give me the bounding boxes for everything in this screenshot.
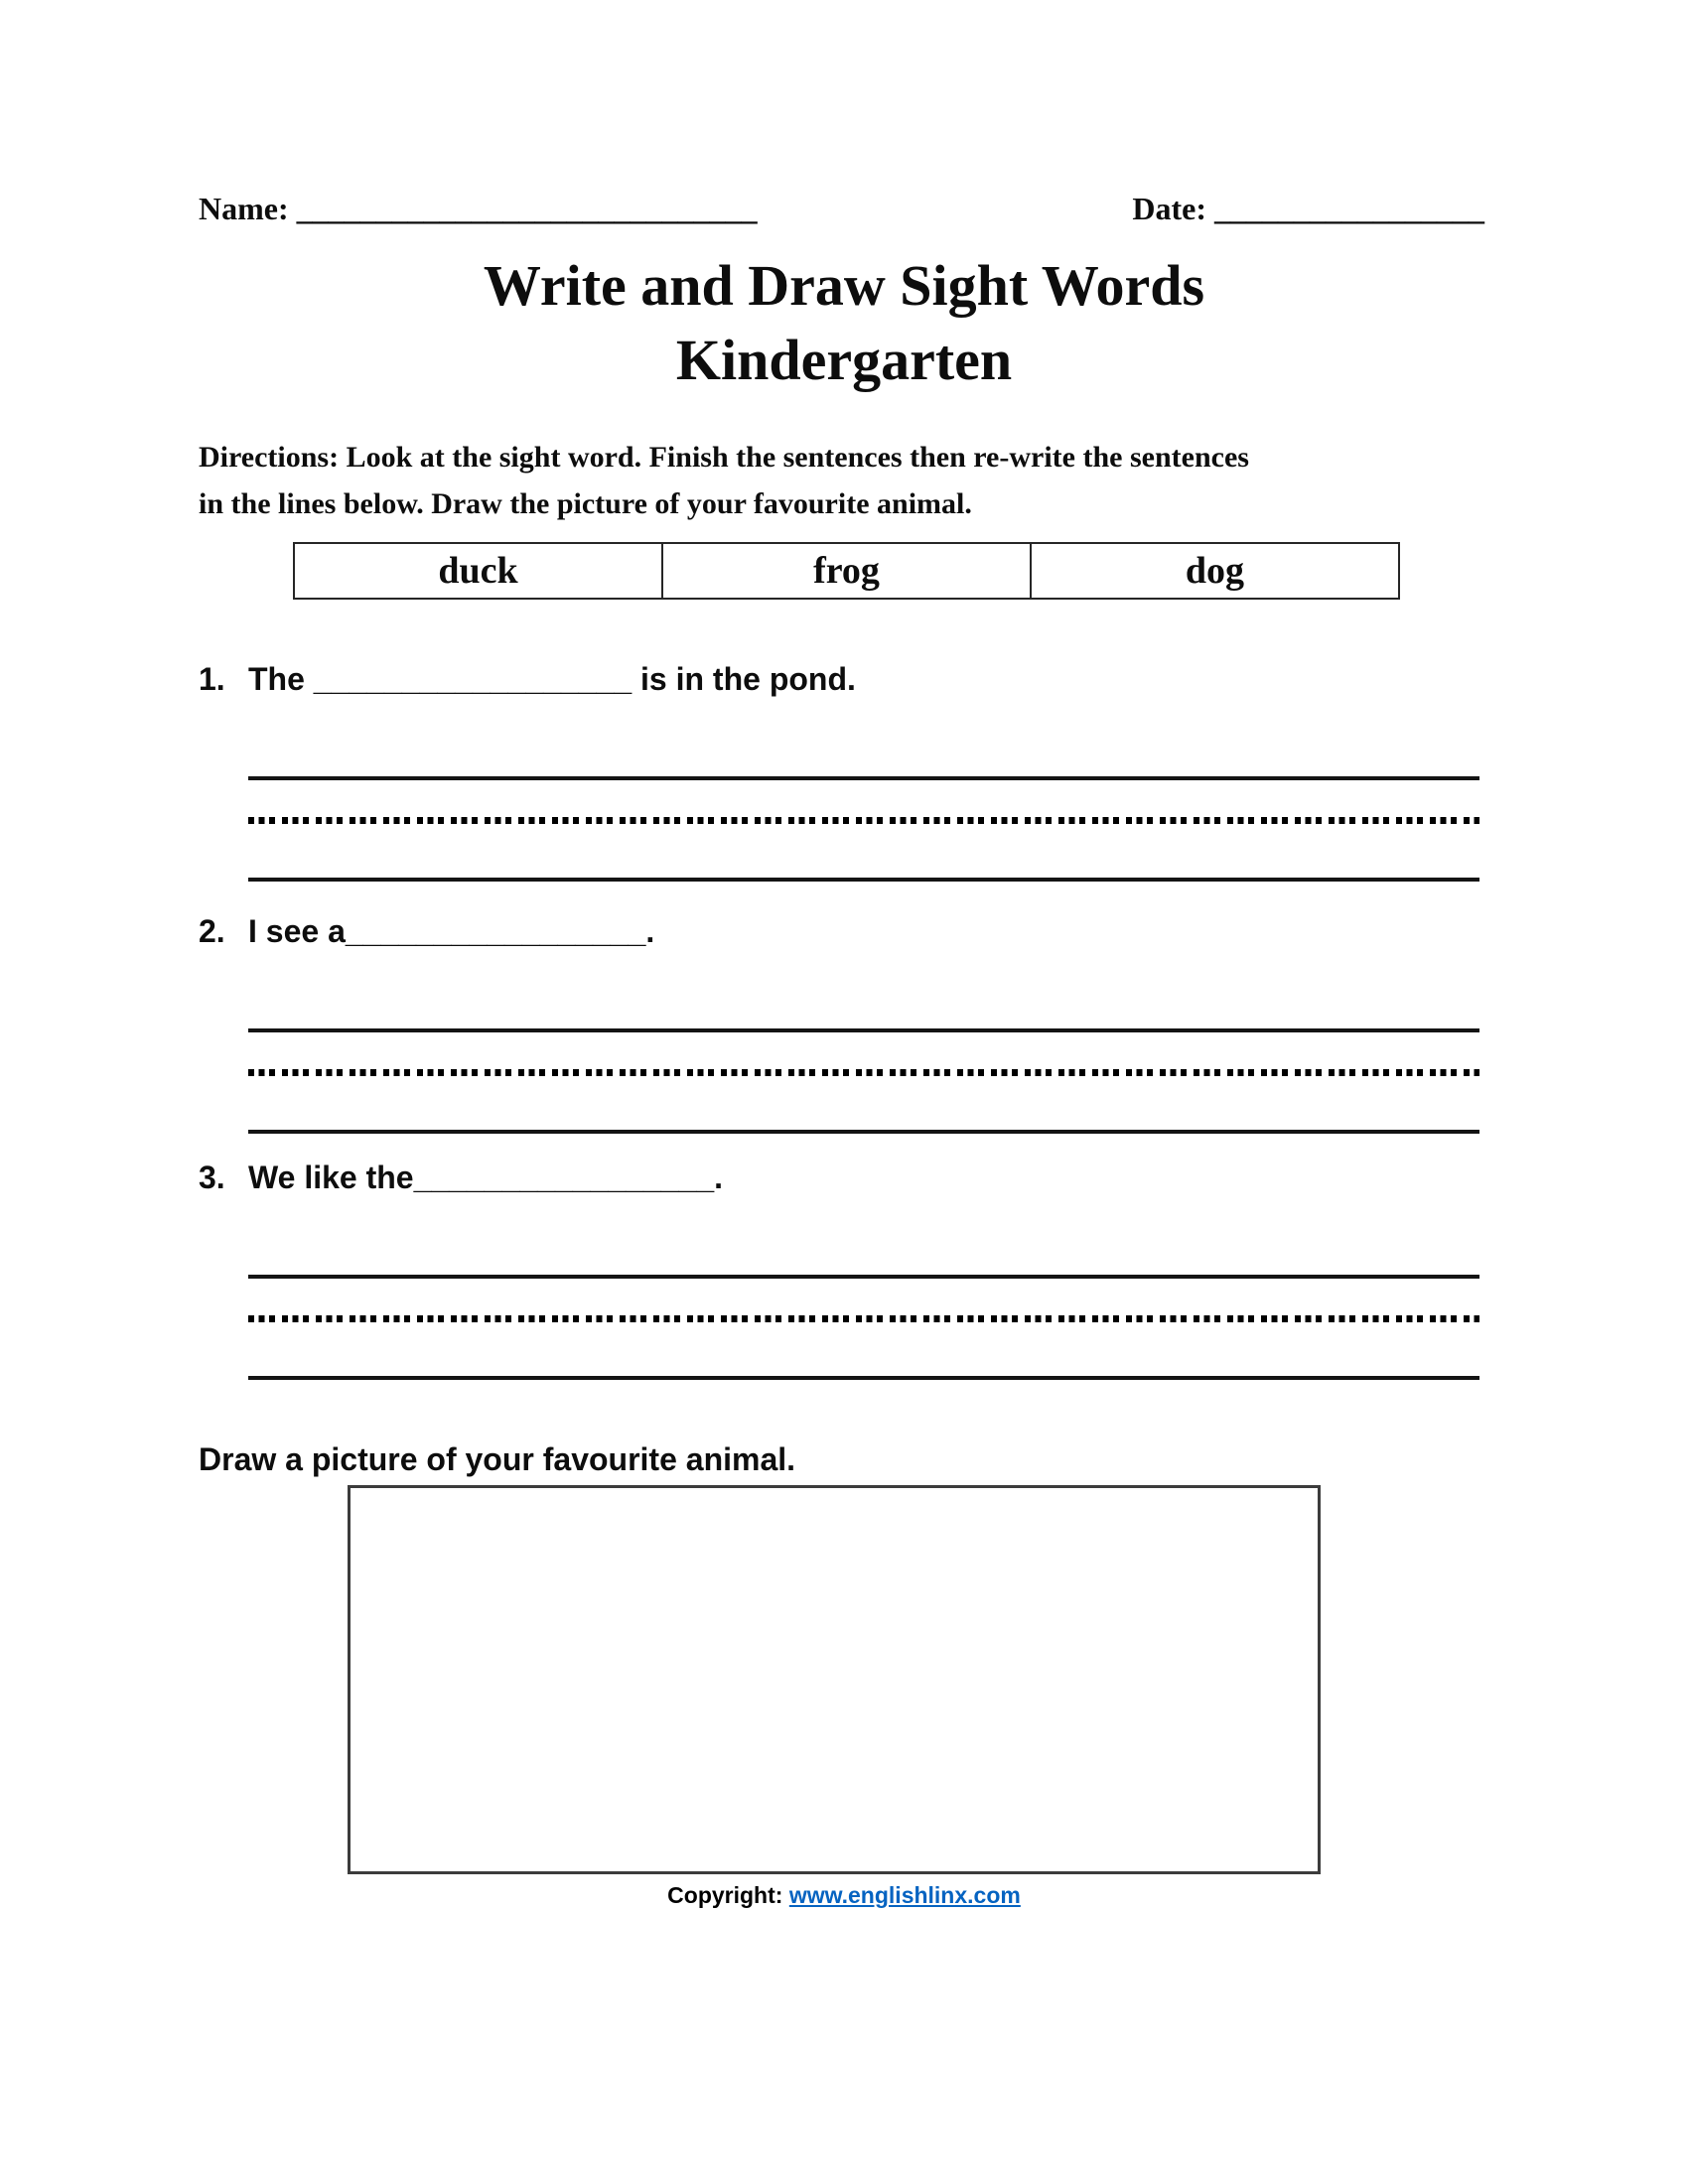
copyright-link[interactable]: www.englishlinx.com	[788, 1882, 1021, 1908]
word-bank-cell-dog	[1030, 544, 1398, 598]
word-bank-word: dog	[1185, 550, 1245, 592]
question-number: 3.	[199, 1160, 225, 1195]
question-row-2	[199, 913, 1489, 950]
date-field	[1132, 191, 1484, 227]
directions-line-2: in the lines below. Draw the picture of your favourite animal.	[199, 486, 972, 520]
header	[199, 191, 1484, 227]
writing-line-solid	[248, 1275, 1479, 1279]
name-label: Name:	[199, 191, 289, 226]
question-number: 1.	[199, 661, 225, 697]
directions-text	[199, 435, 1509, 527]
writing-line-dotted	[248, 1069, 1479, 1076]
writing-line-solid	[248, 776, 1479, 780]
copyright-footer	[0, 1882, 1688, 1909]
name-field	[199, 191, 758, 227]
word-bank-cell-frog	[661, 544, 1030, 598]
writing-line-solid	[248, 1130, 1479, 1134]
page-title-line-1: Write and Draw Sight Words	[483, 253, 1205, 318]
directions-line-1: Directions: Look at the sight word. Finish the sentences then re-write the sentences	[199, 441, 1249, 474]
draw-prompt: Draw a picture of your favourite animal.	[199, 1441, 796, 1477]
page-title	[0, 248, 1688, 398]
word-bank-cell-duck	[295, 544, 661, 598]
date-blank-line: _________________	[1214, 191, 1484, 226]
copyright-label: Copyright:	[667, 1882, 783, 1908]
writing-line-solid	[248, 878, 1479, 882]
date-label: Date:	[1132, 191, 1206, 226]
question-row-1	[199, 661, 1489, 698]
question-text: The __________________ is in the pond.	[248, 661, 856, 697]
page-title-line-2: Kindergarten	[675, 328, 1013, 393]
question-row-3	[199, 1160, 1489, 1196]
question-number: 2.	[199, 913, 225, 949]
question-text: We like the_________________.	[248, 1160, 724, 1195]
word-bank-word: duck	[438, 550, 518, 592]
word-bank-word: frog	[813, 550, 880, 592]
word-bank-table	[293, 542, 1400, 600]
writing-line-solid	[248, 1376, 1479, 1380]
writing-line-solid	[248, 1028, 1479, 1032]
drawing-box	[348, 1485, 1321, 1874]
name-blank-line: _____________________________	[296, 191, 758, 226]
question-text: I see a_________________.	[248, 913, 655, 949]
writing-line-dotted	[248, 817, 1479, 824]
writing-line-dotted	[248, 1315, 1479, 1322]
